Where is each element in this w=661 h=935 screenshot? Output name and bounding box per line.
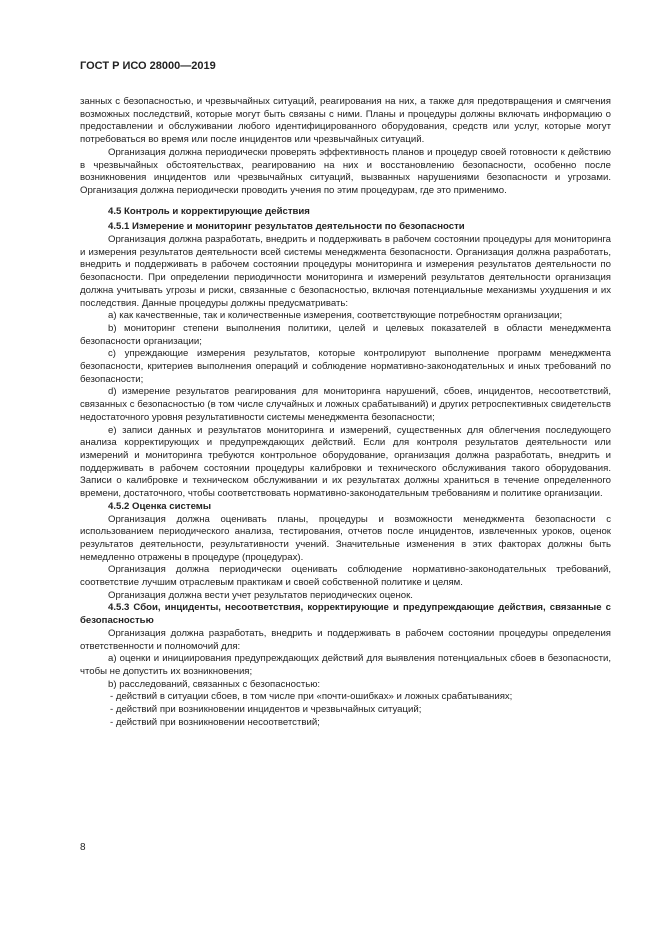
- paragraph: Организация должна оценивать планы, процедуры и возможности менеджмента безопасности с использованием периодического анализа, тестирования, отчетов после инцидентов, извлеченных уроков, оценок результатов деятельности, результативности учений. Значительные изменения в этих факторах должны быть немедленно отражены в процедуре (процедурах).: [80, 513, 611, 563]
- paragraph: Организация должна периодически оценивать соблюдение нормативно-законодательных требований, соответствие лучшим отраслевым практикам и своей собственной политике и целям.: [80, 564, 611, 589]
- section-heading-4-5-3: 4.5.3 Сбои, инциденты, несоответствия, корректирующие и предупреждающие действия, связанные с безопасностью: [80, 602, 611, 627]
- list-item: a) оценки и инициирования предупреждающих действий для выявления потенциальных сбоев в безопасности, чтобы не допустить их возникновения;: [80, 653, 611, 677]
- list-item: c) упреждающие измерения результатов, которые контролируют выполнение программ менеджмента безопасности, критериев выполнения операций и соблюдение нормативно-законодательных и иных требований по безопасности;: [80, 348, 611, 385]
- list-item: e) записи данных и результатов мониторинга и измерений, существенных для облегчения последующего анализа корректирующих и предупреждающих действий. Если для контроля результатов деятельности или измерений и мониторинга требуются контрольное оборудование, организация должна разработать, внедрить и поддерживать в рабочем состоянии процедуры калибровки и технического обслуживания такого оборудования. Записи о калибровке и техническом обслуживании и их результатах должны храниться в течение определенного времени, достаточного, чтобы соответствовать нормативно-законодательным требованиям и политике организации.: [80, 424, 611, 500]
- dash-list-item: - действий при возникновении инцидентов и чрезвычайных ситуаций;: [110, 704, 422, 716]
- list-item: d) измерение результатов реагирования для мониторинга нарушений, сбоев, инцидентов, несоответствий, связанных с безопасностью (в том числе случайных и ложных срабатываний) и других ретроспективных свидетельств недостаточного уровня результативности системы менеджмента безопасности;: [80, 386, 611, 423]
- section-heading-4-5-2: 4.5.2 Оценка системы: [108, 500, 212, 512]
- document-header: ГОСТ Р ИСО 28000—2019: [80, 60, 216, 72]
- list-item: b) расследований, связанных с безопасностью:: [108, 678, 321, 690]
- document-body: [80, 96, 611, 729]
- page-number: 8: [80, 842, 86, 853]
- paragraph: Организация должна разработать, внедрить и поддерживать в рабочем состоянии процедуры для мониторинга и измерения результатов деятельности всей системы менеджмента безопасности. Организация должна разработать, внедрить и поддерживать в рабочем состоянии процедуры мониторинга и измерения результатов деятельности по безопасности. При определении периодичности мониторинга и измерений результатов деятельности организация должна учитывать угрозы и риски, связанные с безопасностью, включая потенциальные механизмы ухудшения и их последствия. Данные процедуры должны предусматривать:: [80, 234, 611, 309]
- paragraph: занных с безопасностью, и чрезвычайных ситуаций, реагирования на них, а также для предотвращения и смягчения возможных последствий, которые могут быть связаны с ними. Планы и процедуры должны включать информацию о предоставлении и обслуживании любого идентифицированного оборудования, средств или услуг, которые могут потребоваться во время или после инцидентов или чрезвычайных ситуаций.: [80, 96, 611, 146]
- list-item: a) как качественные, так и количественные измерения, соответствующие потребностям организации;: [108, 310, 563, 322]
- dash-list-item: - действий в ситуации сбоев, в том числе при «почти-ошибках» и ложных срабатываниях;: [110, 691, 513, 703]
- dash-list-item: - действий при возникновении несоответствий;: [110, 716, 320, 728]
- paragraph: Организация должна вести учет результатов периодических оценок.: [108, 589, 413, 601]
- section-heading-4-5: 4.5 Контроль и корректирующие действия: [108, 205, 310, 217]
- paragraph: Организация должна разработать, внедрить и поддерживать в рабочем состоянии процедуры определения ответственности и полномочий для:: [80, 627, 611, 652]
- section-heading-4-5-1: 4.5.1 Измерение и мониторинг результатов деятельности по безопасности: [108, 221, 465, 233]
- list-item: b) мониторинг степени выполнения политики, целей и целевых показателей в области менеджмента безопасности организации;: [80, 322, 611, 347]
- paragraph: Организация должна периодически проверять эффективность планов и процедур своей готовности к действию в чрезвычайных обстоятельствах, реагированию на них и восстановлению безопасности, особенно после возникновения инцидентов или чрезвычайных ситуаций, вызванных нарушениями безопасности и угрозами. Организация должна периодически проводить учения по этим процедурам, где это применимо.: [80, 146, 611, 196]
